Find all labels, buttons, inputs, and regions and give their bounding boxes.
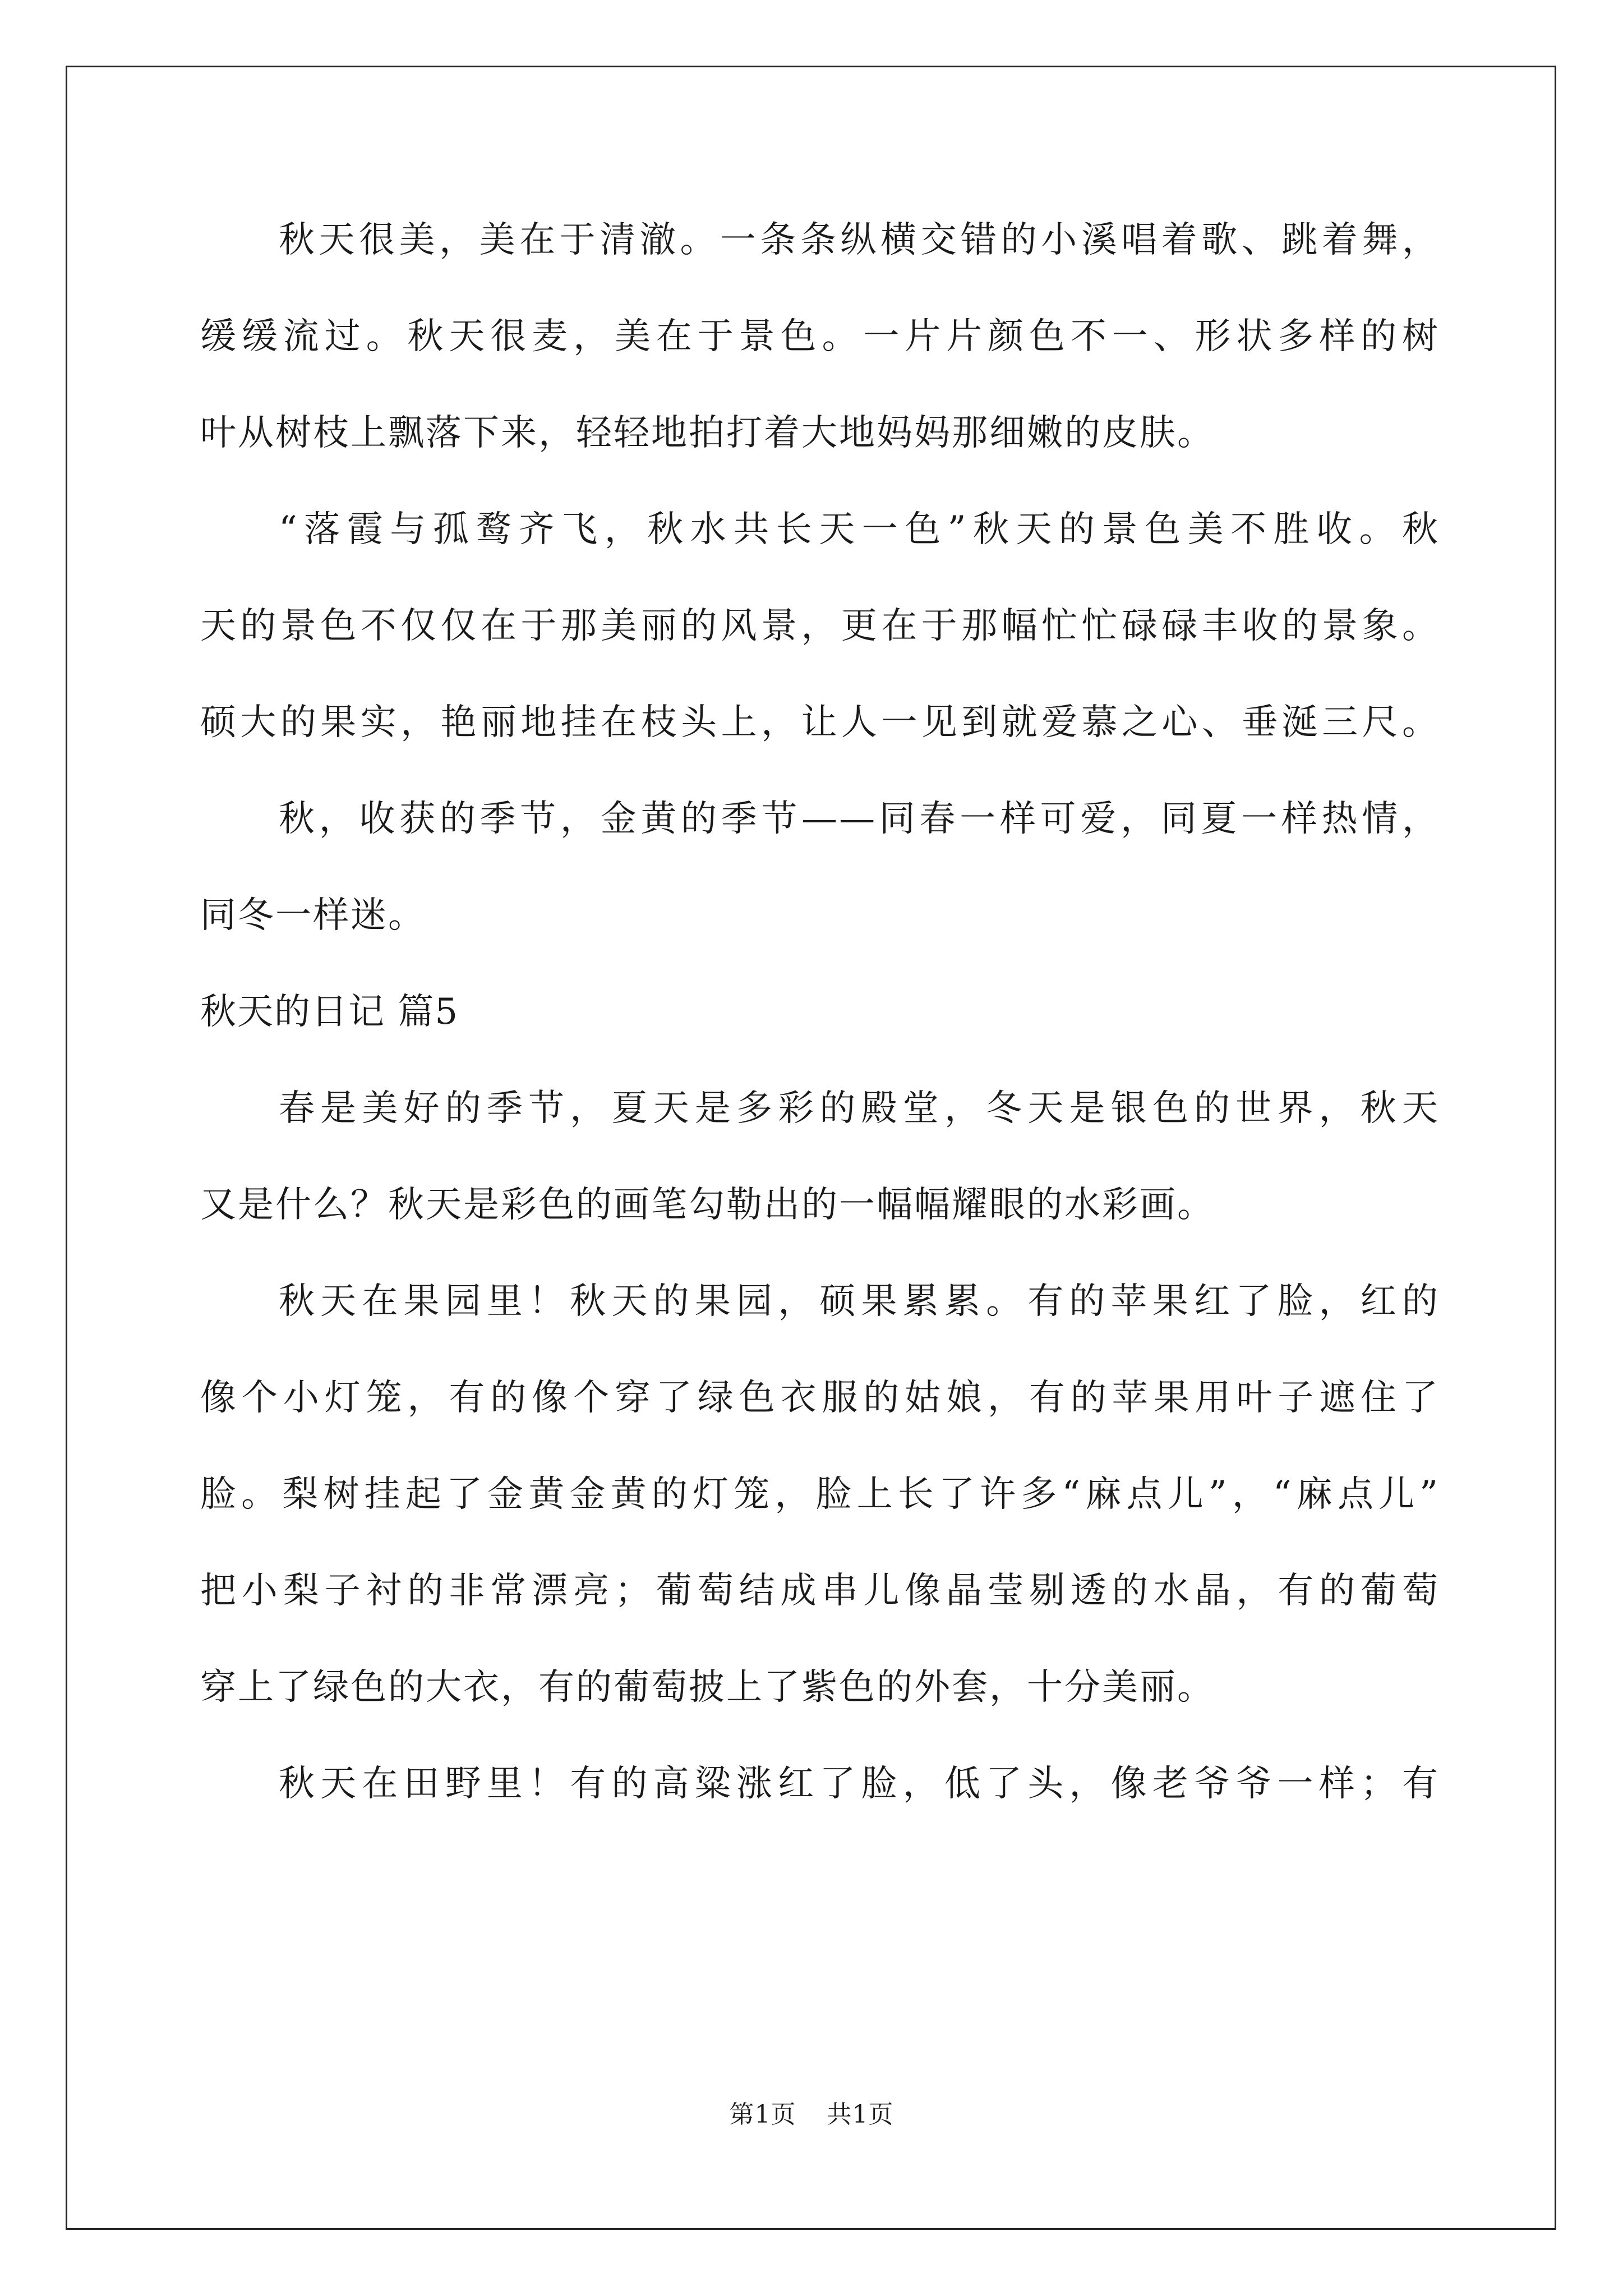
text-line: 秋，收获的季节，金黄的季节——同春一样可爱，同夏一样热情， (279, 798, 1440, 840)
text-line: 脸。梨树挂起了金黄金黄的灯笼，脸上长了许多“麻点儿”，“麻点儿” (200, 1474, 1440, 1515)
text-line: 像个小灯笼，有的像个穿了绿色衣服的姑娘，有的苹果用叶子遮住了 (200, 1377, 1440, 1419)
text-line: 又是什么？秋天是彩色的画笔勾勒出的一幅幅耀眼的水彩画。 (200, 1184, 1215, 1226)
text-line: 秋天在果园里！秋天的果园，硕果累累。有的苹果红了脸，红的 (279, 1281, 1440, 1322)
text-line: 硕大的果实，艳丽地挂在枝头上，让人一见到就爱慕之心、垂涎三尺。 (200, 702, 1440, 743)
text-line: 秋天很美，美在于清澈。一条条纵横交错的小溪唱着歌、跳着舞， (279, 219, 1440, 261)
document-body (200, 212, 1440, 1852)
text-line: 把小梨子衬的非常漂亮；葡萄结成串儿像晶莹剔透的水晶，有的葡萄 (200, 1570, 1440, 1612)
text-line: 春是美好的季节，夏天是多彩的殿堂，冬天是银色的世界，秋天 (279, 1088, 1440, 1129)
text-line: 穿上了绿色的大衣，有的葡萄披上了紫色的外套，十分美丽。 (200, 1667, 1215, 1708)
section-heading: 秋天的日记 篇5 (200, 991, 459, 1033)
text-line: 同冬一样迷。 (200, 895, 426, 936)
page-number-current: 第1页 (729, 2100, 796, 2129)
text-line: 缓缓流过。秋天很麦，美在于景色。一片片颜色不一、形状多样的树 (200, 316, 1440, 357)
text-line: 天的景色不仅仅在于那美丽的风景，更在于那幅忙忙碌碌丰收的景象。 (200, 605, 1440, 647)
text-line: 秋天在田野里！有的高粱涨红了脸，低了头，像老爷爷一样；有 (279, 1763, 1440, 1805)
page-footer (0, 2098, 1623, 2132)
text-line: 叶从树枝上飘落下来，轻轻地拍打着大地妈妈那细嫩的皮肤。 (200, 412, 1215, 454)
text-line: “落霞与孤鹜齐飞，秋水共长天一色”秋天的景色美不胜收。秋 (279, 509, 1440, 550)
page-number-total: 共1页 (827, 2100, 894, 2129)
